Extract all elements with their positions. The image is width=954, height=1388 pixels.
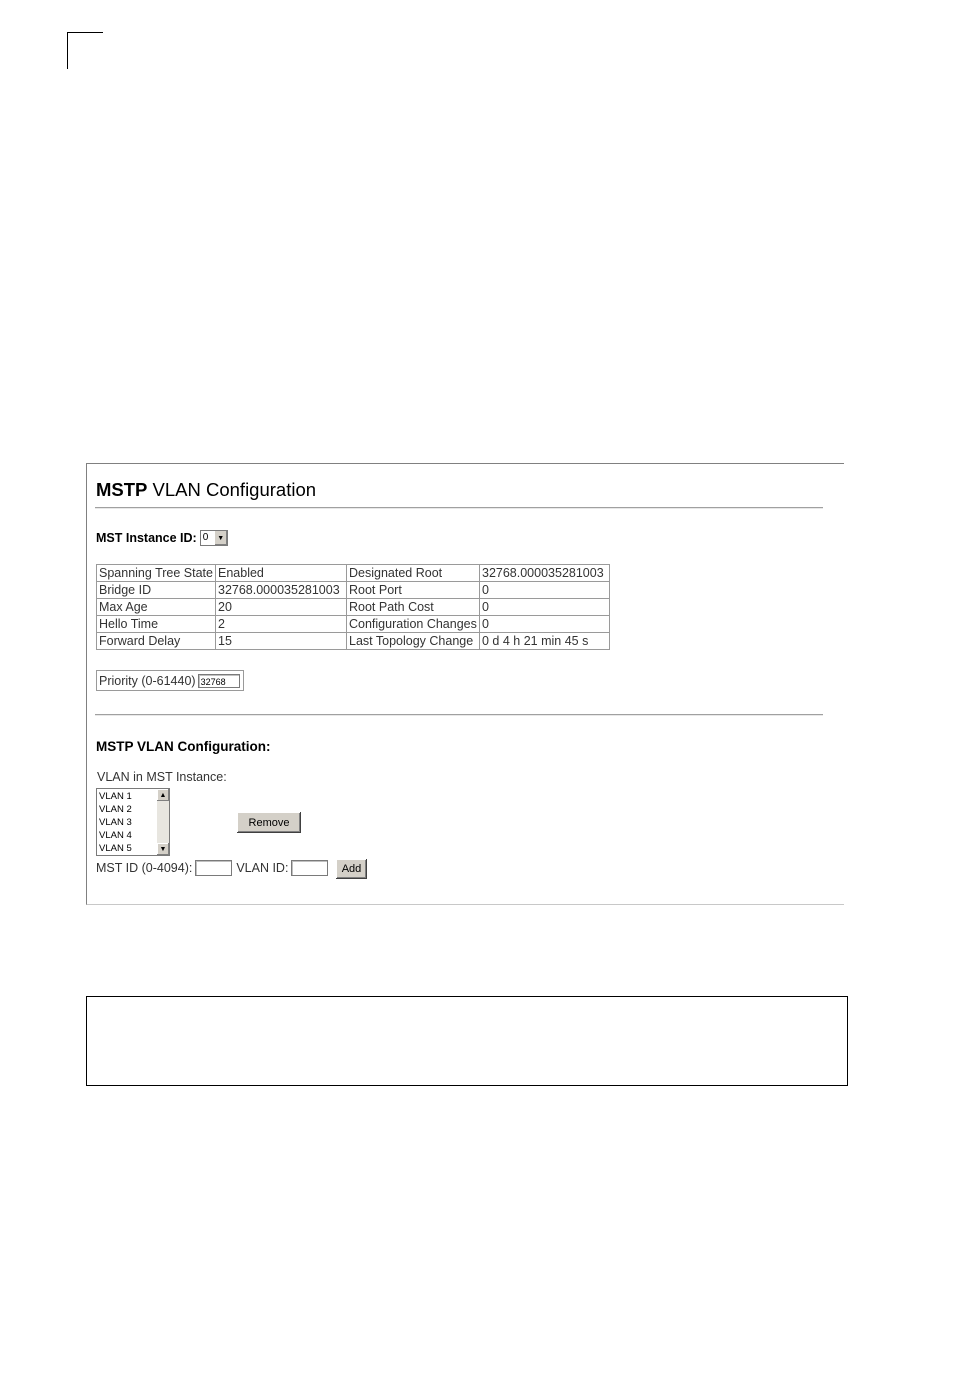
vlan-listbox[interactable] xyxy=(96,788,170,856)
table-cell: Root Port xyxy=(347,582,480,599)
table-cell: 0 d 4 h 21 min 45 s xyxy=(480,633,610,650)
list-item[interactable]: VLAN 3 xyxy=(99,817,132,828)
divider-middle xyxy=(95,714,823,716)
list-item[interactable]: VLAN 1 xyxy=(99,791,132,802)
remove-button[interactable]: Remove xyxy=(237,812,301,833)
vlan-config-subtitle: MSTP VLAN Configuration: xyxy=(96,739,271,754)
crop-mark-vertical xyxy=(67,32,68,69)
list-item[interactable]: VLAN 4 xyxy=(99,830,132,841)
table-cell: 32768.000035281003 xyxy=(216,582,347,599)
mst-instance-value: 0 xyxy=(202,532,209,543)
table-cell: 0 xyxy=(480,616,610,633)
page-title-bold: MSTP xyxy=(96,479,148,500)
table-cell: Forward Delay xyxy=(97,633,216,650)
chevron-down-icon[interactable]: ▼ xyxy=(214,531,227,545)
mst-add-row xyxy=(96,860,328,876)
table-cell: Hello Time xyxy=(97,616,216,633)
vlan-list-items xyxy=(99,790,132,855)
table-cell: 15 xyxy=(216,633,347,650)
vlan-list-label: VLAN in MST Instance: xyxy=(97,770,227,784)
list-item[interactable]: VLAN 2 xyxy=(99,804,132,815)
table-row xyxy=(97,599,610,616)
table-cell: Spanning Tree State xyxy=(97,565,216,582)
table-cell: Designated Root xyxy=(347,565,480,582)
table-row xyxy=(97,582,610,599)
priority-input[interactable]: 32768 xyxy=(198,674,240,688)
mstp-vlan-config-panel xyxy=(86,463,844,905)
bottom-frame xyxy=(86,996,848,1086)
spanning-tree-info-table xyxy=(96,564,610,650)
mst-id-label: MST ID (0-4094): xyxy=(96,861,193,875)
list-item[interactable]: VLAN 5 xyxy=(99,843,132,854)
page-title xyxy=(96,479,316,501)
table-cell: 0 xyxy=(480,582,610,599)
vlan-id-input[interactable] xyxy=(291,860,328,876)
table-cell: Configuration Changes xyxy=(347,616,480,633)
vlan-id-label: VLAN ID: xyxy=(236,861,289,875)
vlan-list-scrollbar[interactable] xyxy=(157,789,169,855)
mst-instance-label: MST Instance ID: xyxy=(96,531,197,545)
table-cell: 2 xyxy=(216,616,347,633)
table-cell: Bridge ID xyxy=(97,582,216,599)
table-row xyxy=(97,616,610,633)
crop-mark-horizontal xyxy=(67,32,103,33)
table-row xyxy=(97,565,610,582)
table-cell: 32768.000035281003 xyxy=(480,565,610,582)
page-title-rest: VLAN Configuration xyxy=(147,479,317,500)
mst-instance-select[interactable] xyxy=(200,530,228,546)
priority-label: Priority (0-61440) xyxy=(99,673,196,688)
table-cell: 0 xyxy=(480,599,610,616)
mst-id-input[interactable] xyxy=(195,860,232,876)
arrow-up-icon[interactable]: ▲ xyxy=(157,789,169,801)
divider-top xyxy=(95,507,823,509)
add-button[interactable]: Add xyxy=(336,859,367,879)
arrow-down-icon[interactable]: ▼ xyxy=(157,843,169,855)
table-row xyxy=(97,633,610,650)
priority-box xyxy=(96,670,244,691)
table-cell: Root Path Cost xyxy=(347,599,480,616)
table-cell: Last Topology Change xyxy=(347,633,480,650)
mst-instance-row xyxy=(96,530,228,546)
table-cell: 20 xyxy=(216,599,347,616)
table-cell: Enabled xyxy=(216,565,347,582)
table-cell: Max Age xyxy=(97,599,216,616)
